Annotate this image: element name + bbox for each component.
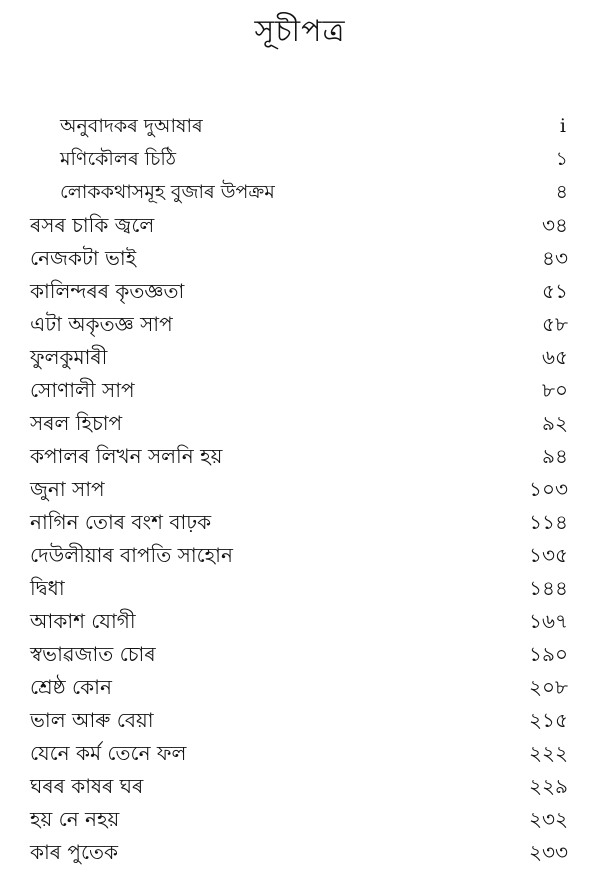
toc-entry-page-number: ৮০: [542, 378, 568, 402]
toc-entry-page-number: ১৯০: [529, 642, 568, 666]
toc-entry-title: নেজকটা ভাই: [30, 246, 137, 270]
toc-entry-page-number: ২০৮: [529, 675, 568, 699]
toc-entry-page-number: ৯২: [542, 411, 568, 435]
toc-entry-page-number: ১৩৫: [529, 543, 568, 567]
toc-entry: [0, 473, 600, 506]
toc-entry-page-number: ৪৩: [542, 246, 568, 270]
toc-entry-page-number: ১০৩: [529, 477, 568, 501]
toc-entry-page-number: ৫১: [542, 279, 568, 303]
toc-entry-title: লোককথাসমূহ বুজাৰ উপক্ৰম: [60, 181, 275, 203]
toc-entry-page-number: ৬৫: [542, 345, 568, 369]
toc-entry-title: জুনা সাপ: [30, 477, 105, 501]
toc-entry-title: আকাশ যোগী: [30, 609, 136, 633]
toc-entry: [0, 209, 600, 242]
toc-entry-page-number: ১: [555, 148, 568, 170]
toc-entry: [0, 737, 600, 770]
toc-entry-title: ঘৰৰ কাষৰ ঘৰ: [30, 774, 144, 798]
toc-entry: [0, 275, 600, 308]
page-title: সূচীপত্ৰ: [254, 14, 346, 49]
toc-entry-title: হয় নে নহয়: [30, 807, 120, 831]
toc-entry-title: সৰল হিচাপ: [30, 411, 123, 435]
toc-entry-page-number: ১১৪: [529, 510, 568, 534]
toc-entry: [0, 605, 600, 638]
toc-entry-page-number: ৩৪: [542, 213, 568, 237]
toc-entry-page-number: ২২২: [528, 741, 568, 765]
toc-entry: [0, 572, 600, 605]
toc-entry-title: ৰসৰ চাকি জ্বলে: [30, 213, 155, 237]
toc-entry-page-number: ৫৮: [542, 312, 568, 336]
toc-entry-page-number: ১৬৭: [529, 609, 568, 633]
toc-entry-page-number: ২৩২: [528, 807, 568, 831]
toc-entry-title: সোণালী সাপ: [30, 378, 135, 402]
toc-entry-page-number: i: [559, 115, 566, 137]
toc-entry: [0, 770, 600, 803]
toc-entry-title: এটা অকৃতজ্ঞ সাপ: [30, 312, 173, 336]
toc-entry: [0, 803, 600, 836]
toc-entry-page-number: ২১৫: [529, 708, 568, 732]
toc-entry-title: কপালৰ লিখন সলনি হয়: [30, 444, 223, 468]
toc-entry-page-number: ৪: [555, 181, 568, 203]
toc-entry-title: নাগিন তোৰ বংশ বাঢ়ক: [30, 510, 212, 534]
toc-entry-title: মণিকৌলৰ চিঠি: [60, 148, 177, 170]
toc-entry-page-number: ২২৯: [529, 774, 568, 798]
toc-entry-title: শ্ৰেষ্ঠ কোন: [30, 675, 112, 699]
toc-entry-page-number: ১৪৪: [529, 576, 568, 600]
toc-entry: [0, 638, 600, 671]
toc-entry: [0, 374, 600, 407]
toc-entry-title: দ্বিধা: [30, 576, 65, 600]
toc-entry: [0, 242, 600, 275]
toc-entry: [0, 143, 600, 176]
toc-entry: [0, 671, 600, 704]
toc-entry-title: ফুলকুমাৰী: [30, 345, 108, 369]
toc-entry-title: কালিন্দৰৰ কৃতজ্ঞতা: [30, 279, 185, 303]
toc-entry: [0, 704, 600, 737]
toc-entry: [0, 836, 600, 869]
toc-entry: [0, 440, 600, 473]
toc-entry: [0, 506, 600, 539]
toc-entry: [0, 539, 600, 572]
toc-entry-title: স্বভাৱজাত চোৰ: [30, 642, 156, 666]
toc-entry: [0, 341, 600, 374]
toc-entry-title: কাৰ পুতেক: [30, 840, 119, 864]
table-of-contents: [0, 110, 600, 869]
toc-entry: [0, 407, 600, 440]
toc-entry-title: অনুবাদকৰ দুআষাৰ: [60, 115, 203, 137]
toc-entry-page-number: ২৩৩: [528, 840, 568, 864]
toc-entry-page-number: ৯৪: [542, 444, 568, 468]
toc-entry: [0, 308, 600, 341]
toc-entry-title: দেউলীয়াৰ বাপতি সাহোন: [30, 543, 233, 567]
toc-entry: [0, 176, 600, 209]
toc-entry-title: যেনে কৰ্ম তেনে ফল: [30, 741, 187, 765]
toc-entry-title: ভাল আৰু বেয়া: [30, 708, 154, 732]
toc-entry: [0, 110, 600, 143]
